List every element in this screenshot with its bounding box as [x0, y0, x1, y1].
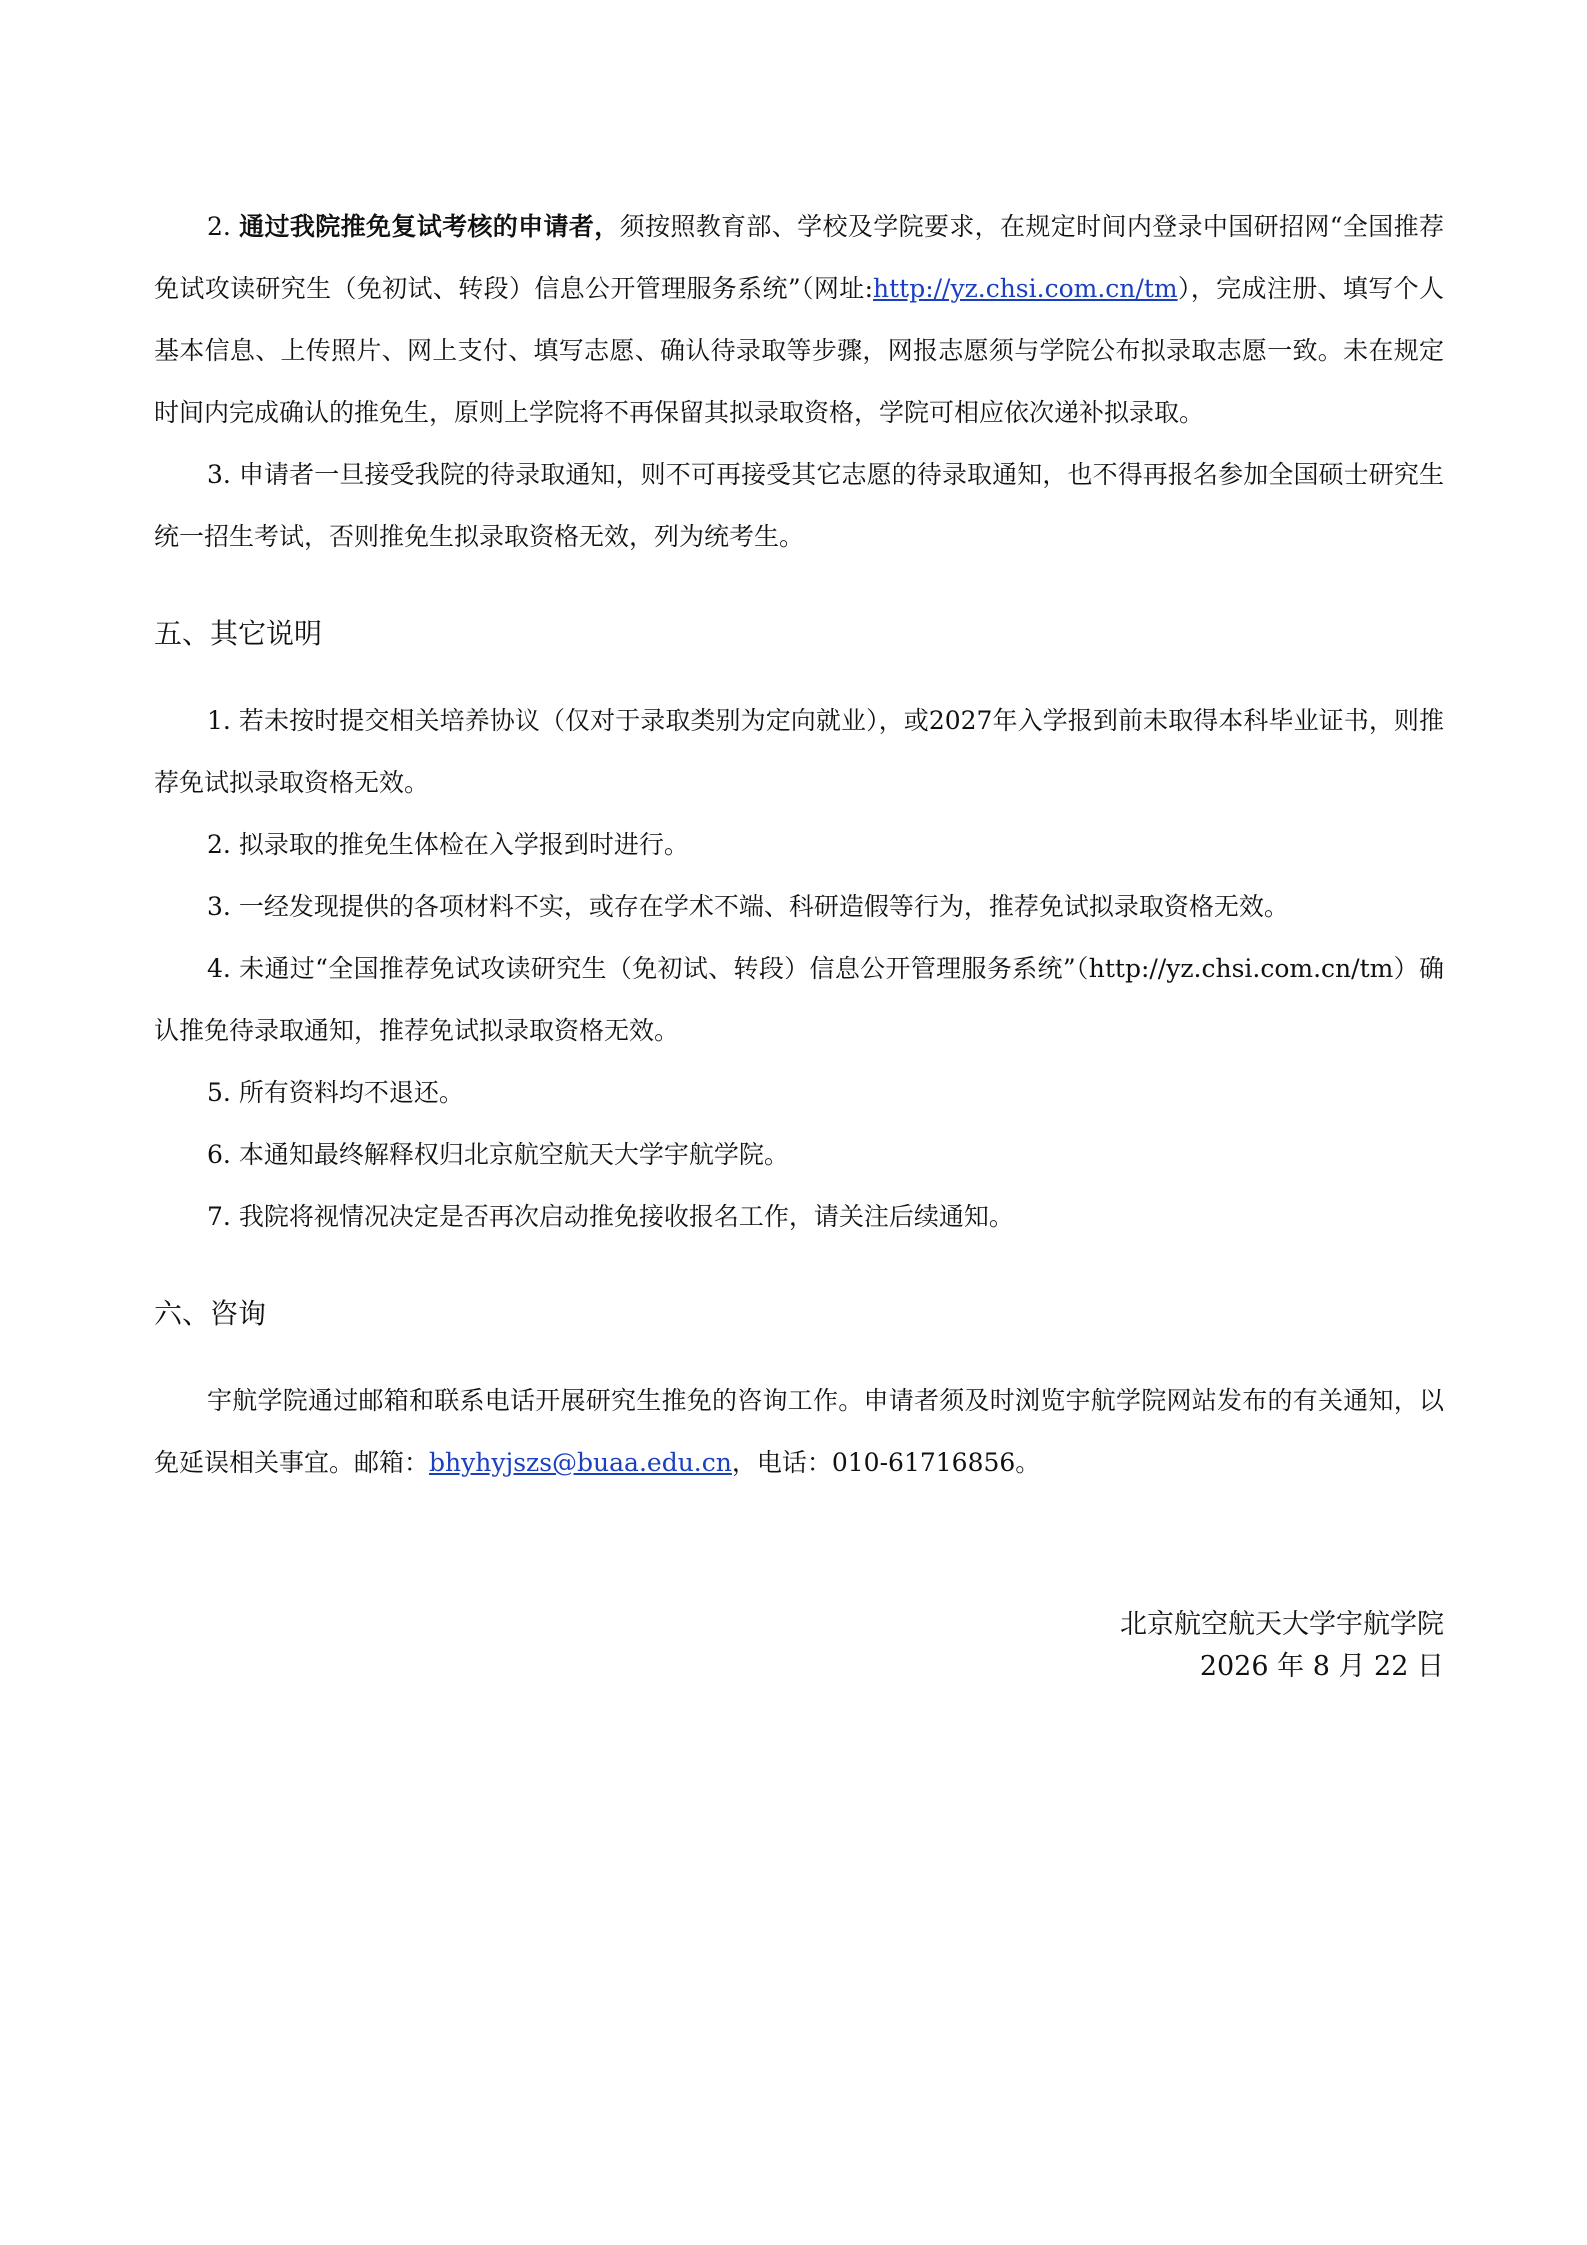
item-text: 若未按时提交相关培养协议（仅对于录取类别为定向就业），或2027年入学报到前未取得本科毕业证书，则推荐免试拟录取资格无效。: [154, 706, 1444, 797]
section5-item-6: [154, 1124, 1444, 1186]
signature-date: 2026 年 8 月 22 日: [1199, 1651, 1444, 1682]
email-link[interactable]: bhyhyjszs@buaa.edu.cn: [429, 1448, 732, 1477]
item-text: 未通过“全国推荐免试攻读研究生（免初试、转段）信息公开管理服务系统”（http://yz.chsi.com.cn/tm）确认推免待录取通知，推荐免试拟录取资格无效。: [154, 954, 1444, 1045]
item-number: 4.: [207, 954, 231, 983]
section5-item-2: [154, 814, 1444, 876]
signature-org: 北京航空航天大学宇航学院: [1120, 1609, 1444, 1640]
item-number: 7.: [207, 1202, 231, 1231]
item-number: 1.: [207, 706, 231, 735]
item-text: 须按照教育部、学校及学院要求，在规定时间内登录中国研招网“全国推荐免试攻读研究生（免初试、转段）信息公开管理服务系统”（网址:: [154, 212, 1444, 303]
section5-item-5: [154, 1062, 1444, 1124]
item-number: 2.: [207, 830, 231, 859]
section6-heading: 六、咨询: [154, 1297, 267, 1330]
item-bold-lead: 通过我院推免复试考核的申请者，: [239, 212, 620, 241]
chsi-system-link[interactable]: http://yz.chsi.com.cn/tm: [873, 274, 1178, 303]
item-text: 我院将视情况决定是否再次启动推免接收报名工作，请关注后续通知。: [238, 1202, 1014, 1231]
phone-text: ，电话：010-61716856。: [731, 1448, 1041, 1477]
item-number: 3.: [207, 460, 231, 489]
item-number: 6.: [207, 1140, 231, 1169]
section6-paragraph: [154, 1370, 1444, 1494]
item-text: 本通知最终解释权归北京航空航天大学宇航学院。: [238, 1140, 789, 1169]
consult-text: 宇航学院通过邮箱和联系电话开展研究生推免的咨询工作。申请者须及时浏览宇航学院网站发布的有关通知，以免延误相关事宜。邮箱：: [154, 1386, 1444, 1477]
document-body: [154, 196, 1444, 1688]
section5-item-4: [154, 938, 1444, 1062]
signature-block: [154, 1604, 1444, 1688]
item-text-continued: ），完成注册、填写个人基本信息、上传照片、网上支付、填写志愿、确认待录取等步骤，网报志愿须与学院公布拟录取志愿一致。未在规定时间内完成确认的推免生，原则上学院将不再保留其拟录取资格，学院可相应依次递补拟录取。: [154, 274, 1444, 427]
section5-heading: 五、其它说明: [154, 617, 323, 650]
section5-item-7: [154, 1186, 1444, 1248]
item-text: 所有资料均不退还。: [238, 1078, 464, 1107]
item-text: 申请者一旦接受我院的待录取通知，则不可再接受其它志愿的待录取通知，也不得再报名参加全国硕士研究生统一招生考试，否则推免生拟录取资格无效，列为统考生。: [154, 460, 1444, 551]
item-number: 3.: [207, 892, 231, 921]
item-number: 5.: [207, 1078, 231, 1107]
section4-item-2: [154, 196, 1444, 444]
section5-item-3: [154, 876, 1444, 938]
section5-item-1: [154, 690, 1444, 814]
item-text: 一经发现提供的各项材料不实，或存在学术不端、科研造假等行为，推荐免试拟录取资格无效。: [238, 892, 1289, 921]
item-text: 拟录取的推免生体检在入学报到时进行。: [238, 830, 689, 859]
section4-item-3: [154, 444, 1444, 568]
item-number: 2.: [207, 212, 231, 241]
